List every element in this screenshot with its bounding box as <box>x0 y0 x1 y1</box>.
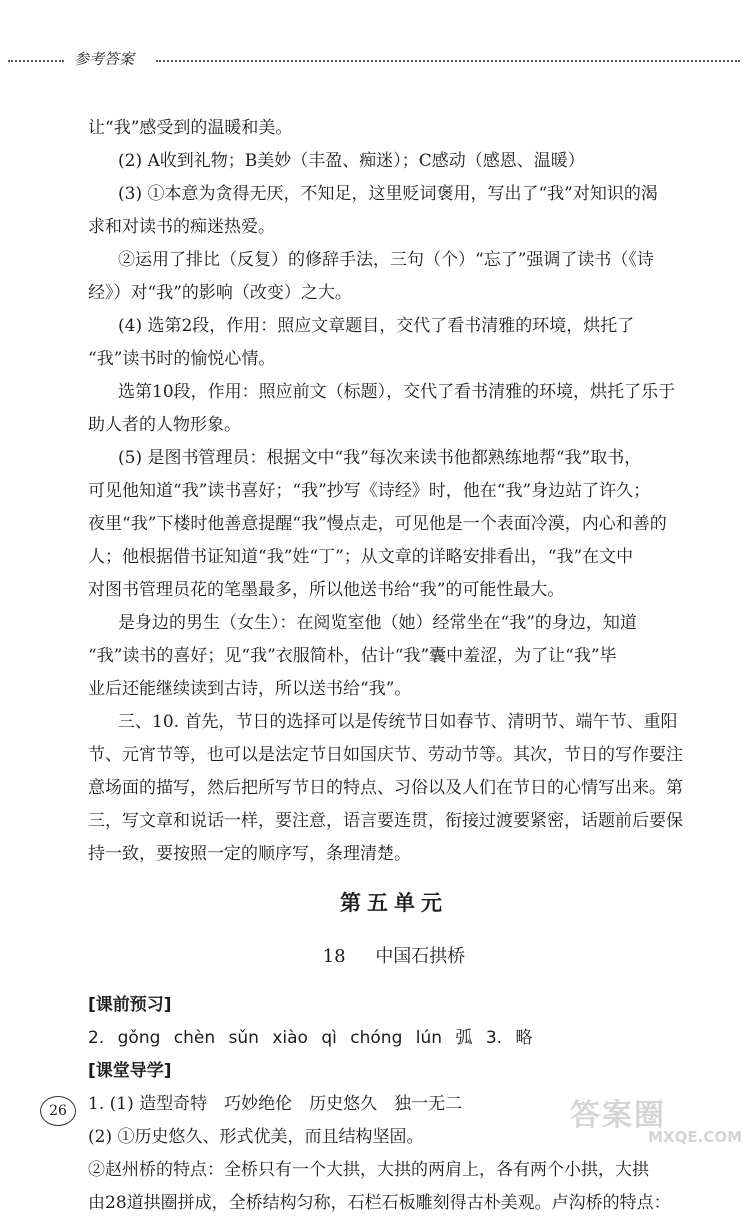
text-line: (2) A收到礼物；B美妙（丰盈、痴迷）；C感动（感恩、温暖） <box>118 151 585 171</box>
text-line: 夜里“我”下楼时他善意提醒“我”慢点走，可见他是一个表面冷漠，内心和善的 <box>88 514 667 534</box>
text-line: 持一致，要按照一定的顺序写，条理清楚。 <box>88 844 411 864</box>
text-line: 三，写文章和说话一样，要注意，语言要连贯，衔接过渡要紧密，话题前后要保 <box>88 811 683 831</box>
watermark-url-text: MXQE.COM <box>648 1128 742 1146</box>
page-header <box>0 48 750 72</box>
answer-body <box>88 112 700 1220</box>
text-line: 业后还能继续读到古诗，所以送书给“我”。 <box>88 679 412 699</box>
site-watermark <box>570 1090 746 1148</box>
watermark-logo-text: 答案圈 <box>570 1098 666 1133</box>
text-line: ②赵州桥的特点：全桥只有一个大拱，大拱的两肩上，各有两个小拱，大拱 <box>88 1160 649 1180</box>
text-line: “我”读书时的愉悦心情。 <box>88 349 276 369</box>
text-line: 节、元宵节等，也可以是法定节日如国庆节、劳动节等。其次，节日的写作要注 <box>88 745 683 765</box>
section-tag-preview: [课前预习] <box>88 995 172 1015</box>
text-line: 让“我”感受到的温暖和美。 <box>88 118 293 138</box>
text-line: 求和对读书的痴迷热爱。 <box>88 217 275 237</box>
text-line: 助人者的人物形象。 <box>88 415 241 435</box>
text-line: 1. (1) 造型奇特 巧妙绝伦 历史悠久 独一无二 <box>88 1094 463 1114</box>
text-line: (5) 是图书管理员：根据文中“我”每次来读书他都熟练地帮“我”取书， <box>118 448 642 468</box>
lesson-number: 18 <box>322 946 346 967</box>
header-dotted-rule-right <box>156 60 740 62</box>
text-line: 经》）对“我”的影响（改变）之大。 <box>88 283 352 303</box>
section-tag-guide: [课堂导学] <box>88 1061 172 1081</box>
page-number: 26 <box>40 1096 76 1126</box>
lesson-name: 中国石拱桥 <box>375 946 466 967</box>
text-line: 人；他根据借书证知道“我”姓“丁”；从文章的详略安排看出，“我”在文中 <box>88 547 634 567</box>
text-line: (2) ①历史悠久、形式优美，而且结构坚固。 <box>88 1127 424 1147</box>
text-line: 选第10段，作用：照应前文（标题），交代了看书清雅的环境，烘托了乐于 <box>118 382 676 402</box>
answer-paragraphs <box>88 112 700 871</box>
text-line: (3) ①本意为贪得无厌，不知足，这里贬词褒用，写出了“我”对知识的渴 <box>118 184 658 204</box>
unit-title: 第五单元 <box>340 891 448 915</box>
text-line: 可见他知道“我”读书喜好；“我”抄写《诗经》时，他在“我”身边站了许久； <box>88 481 651 501</box>
text-line: 由28道拱圈拼成，全桥结构匀称，石栏石板雕刻得古朴美观。卢沟桥的特点： <box>88 1193 671 1213</box>
preview-answer-line: 2. gǒng chèn sǔn xiào qì chóng lún 弧 3. 略 <box>88 1028 533 1048</box>
text-line: 是身边的男生（女生）：在阅览室他（她）经常坐在“我”的身边，知道 <box>118 613 637 633</box>
text-line: 意场面的描写，然后把所写节日的特点、习俗以及人们在节日的心情写出来。第 <box>88 778 683 798</box>
header-dotted-rule-left <box>8 60 64 62</box>
text-line: “我”读书的喜好；见“我”衣服简朴，估计“我”囊中羞涩，为了让“我”毕 <box>88 646 617 666</box>
text-line: (4) 选第2段，作用：照应文章题目，交代了看书清雅的环境，烘托了 <box>118 316 635 336</box>
text-line: 三、10. 首先，节日的选择可以是传统节日如春节、清明节、端午节、重阳 <box>118 712 678 732</box>
text-line: 对图书管理员花的笔墨最多，所以他送书给“我”的可能性最大。 <box>88 580 565 600</box>
lesson-title <box>88 940 700 973</box>
text-line: ②运用了排比（反复）的修辞手法，三句（个）“忘了”强调了读书（《诗 <box>118 250 654 270</box>
header-title: 参考答案 <box>74 50 135 68</box>
